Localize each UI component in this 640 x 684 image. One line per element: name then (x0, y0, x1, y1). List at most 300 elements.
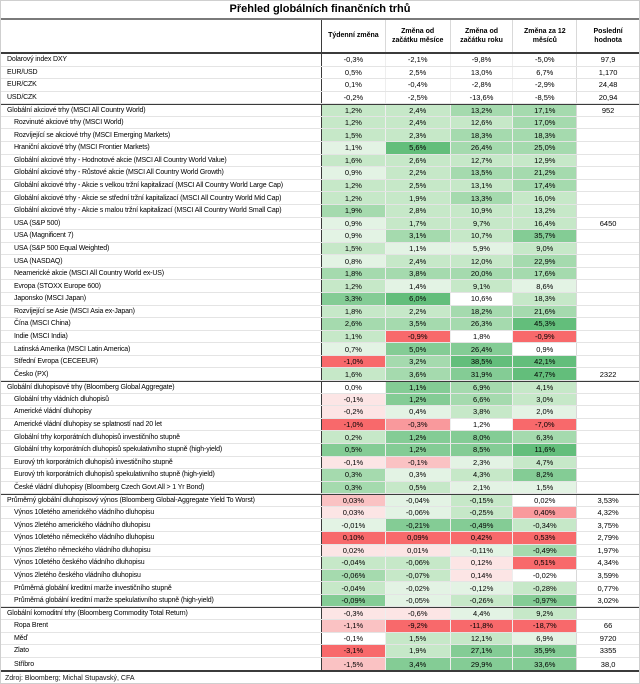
row-label: USA (S&P 500) (1, 218, 322, 230)
table-row (1, 570, 639, 583)
change-cell: 5,9% (450, 243, 513, 255)
row-label: Globální trhy vládních dluhopisů (1, 394, 322, 406)
change-cell: -0,1% (322, 633, 385, 645)
last-value-cell (576, 318, 639, 330)
table-row (1, 54, 639, 67)
change-cell: -0,21% (385, 519, 450, 531)
change-cell: -2,1% (385, 54, 450, 66)
change-cell: -13,6% (450, 92, 513, 104)
row-label: Japonsko (MSCI Japan) (1, 293, 322, 305)
table-row (1, 368, 639, 381)
last-value-cell (576, 280, 639, 292)
table-row (1, 406, 639, 419)
change-cell: 0,7% (322, 343, 385, 355)
row-label: České vládní dluhopisy (Bloomberg Czech Govt All > 1 Yr Bond) (1, 482, 322, 494)
change-cell: 0,09% (385, 532, 450, 544)
row-label: Čína (MSCI China) (1, 318, 322, 330)
row-label: Rozvíjející se akciové trhy (MSCI Emerging Markets) (1, 129, 322, 141)
change-cell: 4,7% (512, 457, 576, 469)
change-cell: -0,1% (385, 457, 450, 469)
change-cell: 1,2% (322, 105, 385, 116)
row-label: USA (Magnificent 7) (1, 230, 322, 242)
row-label: Výnos 2letého německého vládního dluhopisu (1, 545, 322, 557)
change-cell: 1,5% (512, 482, 576, 494)
change-cell: 0,4% (385, 406, 450, 418)
row-label: Výnos 10letého českého vládního dluhopisu (1, 557, 322, 569)
change-cell: 9,7% (450, 218, 513, 230)
change-cell: 8,0% (450, 431, 513, 443)
change-cell: 0,02% (512, 495, 576, 506)
change-cell: -0,28% (512, 582, 576, 594)
table-row (1, 582, 639, 595)
change-cell: 0,01% (385, 545, 450, 557)
last-value-cell: 4,34% (576, 557, 639, 569)
change-cell: 13,0% (450, 67, 513, 79)
change-cell: 2,4% (385, 255, 450, 267)
last-value-cell (576, 406, 639, 418)
change-cell: 9,1% (450, 280, 513, 292)
change-cell: -0,3% (385, 419, 450, 431)
table-row (1, 381, 639, 394)
table-row (1, 167, 639, 180)
table-row (1, 545, 639, 558)
last-value-cell (576, 356, 639, 368)
last-value-cell (576, 394, 639, 406)
change-cell: 1,4% (385, 280, 450, 292)
change-cell: 17,0% (512, 117, 576, 129)
table-row (1, 230, 639, 243)
row-label: Globální akciové trhy - Akcie s malou tržní kapitalizací (MSCI All Country World Small Cap) (1, 205, 322, 217)
table-row (1, 482, 639, 495)
label-column-header (1, 20, 322, 52)
last-value-cell (576, 255, 639, 267)
change-cell: -1,0% (322, 356, 385, 368)
table-row (1, 104, 639, 117)
table-row (1, 557, 639, 570)
table-row (1, 268, 639, 281)
change-cell: -0,4% (385, 79, 450, 91)
last-value-cell: 3,53% (576, 495, 639, 506)
last-value-cell (576, 306, 639, 318)
table-row (1, 243, 639, 256)
change-cell: -0,25% (450, 507, 513, 519)
last-value-cell (576, 419, 639, 431)
last-value-cell: 1,97% (576, 545, 639, 557)
change-cell: 1,1% (385, 382, 450, 393)
change-cell: 1,1% (385, 243, 450, 255)
table-row (1, 394, 639, 407)
row-label: Výnos 10letého amerického vládního dluhopisu (1, 507, 322, 519)
change-cell: 5,0% (385, 343, 450, 355)
change-cell: 8,5% (450, 444, 513, 456)
change-cell: 18,3% (450, 129, 513, 141)
change-cell: 13,3% (450, 192, 513, 204)
change-cell: -0,49% (512, 545, 576, 557)
change-cell: 35,7% (512, 230, 576, 242)
change-cell: 0,10% (322, 532, 385, 544)
change-cell: 0,14% (450, 570, 513, 582)
table-row (1, 92, 639, 105)
column-header: Změna od začátku měsíce (385, 20, 450, 52)
change-cell: 2,5% (385, 180, 450, 192)
change-cell: 0,9% (322, 167, 385, 179)
change-cell: -1,1% (322, 620, 385, 632)
change-cell: 10,9% (450, 205, 513, 217)
table-row (1, 79, 639, 92)
change-cell: 0,0% (322, 382, 385, 393)
change-cell: 0,5% (322, 444, 385, 456)
change-cell: 3,2% (385, 356, 450, 368)
change-cell: 2,4% (385, 105, 450, 116)
table-row (1, 67, 639, 80)
change-cell: -2,5% (385, 92, 450, 104)
table-row (1, 293, 639, 306)
change-cell: 3,4% (385, 658, 450, 671)
change-cell: 3,8% (450, 406, 513, 418)
table-row (1, 595, 639, 608)
change-cell: 3,0% (512, 394, 576, 406)
last-value-cell: 2,79% (576, 532, 639, 544)
change-cell: 1,5% (322, 129, 385, 141)
last-value-cell (576, 167, 639, 179)
change-cell: 12,9% (512, 155, 576, 167)
change-cell: -0,06% (385, 507, 450, 519)
change-cell: 17,6% (512, 268, 576, 280)
last-value-cell: 3355 (576, 645, 639, 657)
change-cell: 6,7% (512, 67, 576, 79)
change-cell: 8,2% (512, 469, 576, 481)
last-value-cell: 3,75% (576, 519, 639, 531)
table-row (1, 117, 639, 130)
change-cell: -0,6% (385, 608, 450, 619)
change-cell: 13,1% (450, 180, 513, 192)
change-cell: 0,12% (450, 557, 513, 569)
change-cell: 1,5% (385, 633, 450, 645)
change-cell: -0,2% (322, 406, 385, 418)
row-label: Globální trhy korporátních dluhopisů investičního stupně (1, 431, 322, 443)
change-cell: 0,03% (322, 495, 385, 506)
change-cell: 4,3% (450, 469, 513, 481)
change-cell: -0,06% (385, 557, 450, 569)
change-cell: 2,5% (385, 67, 450, 79)
change-cell: -0,02% (385, 582, 450, 594)
change-cell: 0,5% (385, 482, 450, 494)
change-cell: 2,0% (512, 406, 576, 418)
table-row (1, 658, 639, 671)
table-row (1, 155, 639, 168)
table-row (1, 607, 639, 620)
change-cell: 11,6% (512, 444, 576, 456)
table-row (1, 620, 639, 633)
change-cell: 42,1% (512, 356, 576, 368)
table-row (1, 419, 639, 432)
change-cell: -2,8% (450, 79, 513, 91)
change-cell: 1,2% (385, 444, 450, 456)
change-cell: 12,7% (450, 155, 513, 167)
row-label: Průměrná globální kreditní marže spekulativního stupně (high-yield) (1, 595, 322, 607)
table-row (1, 218, 639, 231)
change-cell: -0,49% (450, 519, 513, 531)
row-label: Měď (1, 633, 322, 645)
last-value-cell (576, 129, 639, 141)
change-cell: 0,3% (322, 482, 385, 494)
change-cell: -2,9% (512, 79, 576, 91)
change-cell: 13,5% (450, 167, 513, 179)
row-label: Střední Evropa (CECEEUR) (1, 356, 322, 368)
change-cell: 0,1% (322, 79, 385, 91)
table-row (1, 494, 639, 507)
row-label: Průměrná globální kreditní marže investičního stupně (1, 582, 322, 594)
change-cell: -3,1% (322, 645, 385, 657)
table-row (1, 343, 639, 356)
change-cell: -0,09% (322, 595, 385, 607)
change-cell: -0,04% (385, 495, 450, 506)
last-value-cell: 24,48 (576, 79, 639, 91)
table-row (1, 255, 639, 268)
change-cell: 18,3% (512, 129, 576, 141)
change-cell: 0,3% (385, 469, 450, 481)
change-cell: -0,01% (322, 519, 385, 531)
change-cell: 1,8% (322, 268, 385, 280)
change-cell: 1,2% (322, 192, 385, 204)
change-cell: 38,5% (450, 356, 513, 368)
change-cell: 2,2% (385, 306, 450, 318)
change-cell: 6,9% (450, 382, 513, 393)
change-cell: 16,4% (512, 218, 576, 230)
change-cell: 20,0% (450, 268, 513, 280)
change-cell: -0,3% (322, 608, 385, 619)
change-cell: 1,2% (322, 117, 385, 129)
change-cell: 18,2% (450, 306, 513, 318)
last-value-cell: 3,59% (576, 570, 639, 582)
change-cell: -0,97% (512, 595, 576, 607)
change-cell: 45,3% (512, 318, 576, 330)
table-row (1, 331, 639, 344)
change-cell: 5,6% (385, 142, 450, 154)
change-cell: 33,6% (512, 658, 576, 671)
change-cell: 2,1% (450, 482, 513, 494)
last-value-cell (576, 180, 639, 192)
table-row (1, 457, 639, 470)
change-cell: 0,3% (322, 469, 385, 481)
change-cell: -1,5% (322, 658, 385, 671)
row-label: Globální komoditní trhy (Bloomberg Commodity Total Return) (1, 608, 322, 619)
change-cell: 27,1% (450, 645, 513, 657)
row-label: Zlato (1, 645, 322, 657)
last-value-cell (576, 343, 639, 355)
column-header-row (1, 20, 639, 54)
change-cell: -0,12% (450, 582, 513, 594)
row-label: Globální akciové trhy (MSCI All Country World) (1, 105, 322, 116)
change-cell: 3,6% (385, 368, 450, 380)
change-cell: -9,2% (385, 620, 450, 632)
change-cell: -7,0% (512, 419, 576, 431)
change-cell: 0,2% (322, 431, 385, 443)
change-cell: 10,6% (450, 293, 513, 305)
change-cell: -8,5% (512, 92, 576, 104)
table-row (1, 356, 639, 369)
last-value-cell (576, 230, 639, 242)
change-cell: 2,8% (385, 205, 450, 217)
change-cell: -11,8% (450, 620, 513, 632)
change-cell: -18,7% (512, 620, 576, 632)
row-label: Globální akciové trhy - Akcie s velkou tržní kapitalizací (MSCI All Country World Large Cap) (1, 180, 322, 192)
row-label: Globální akciové trhy - Růstové akcie (MSCI All Country World Growth) (1, 167, 322, 179)
change-cell: 1,8% (322, 306, 385, 318)
last-value-cell (576, 608, 639, 619)
row-label: Ropa Brent (1, 620, 322, 632)
change-cell: 1,2% (385, 431, 450, 443)
change-cell: 13,2% (512, 205, 576, 217)
change-cell: 9,2% (512, 608, 576, 619)
change-cell: 3,5% (385, 318, 450, 330)
change-cell: 6,3% (512, 431, 576, 443)
change-cell: 0,02% (322, 545, 385, 557)
row-label: Globální dluhopisové trhy (Bloomberg Global Aggregate) (1, 382, 322, 393)
change-cell: -0,15% (450, 495, 513, 506)
change-cell: 2,4% (385, 117, 450, 129)
change-cell: 9,0% (512, 243, 576, 255)
change-cell: -0,11% (450, 545, 513, 557)
last-value-cell (576, 431, 639, 443)
table-row (1, 519, 639, 532)
last-value-cell (576, 117, 639, 129)
column-header: Změna od začátku roku (450, 20, 513, 52)
row-label: Hraniční akciové trhy (MSCI Frontier Markets) (1, 142, 322, 154)
change-cell: 6,9% (512, 633, 576, 645)
row-label: Globální akciové trhy - Akcie se střední tržní kapitalizací (MSCI All Country World Mid Cap) (1, 192, 322, 204)
change-cell: 2,6% (385, 155, 450, 167)
change-cell: 1,1% (322, 142, 385, 154)
change-cell: 1,2% (322, 180, 385, 192)
change-cell: -1,0% (322, 419, 385, 431)
column-header: Změna za 12 měsíců (512, 20, 576, 52)
change-cell: 1,6% (322, 155, 385, 167)
row-label: Globální trhy korporátních dluhopisů spekulativního stupně (high-yield) (1, 444, 322, 456)
column-header: Týdenní změna (328, 32, 379, 40)
row-label: Rozvíjející se Asie (MSCI Asia ex-Japan) (1, 306, 322, 318)
change-cell: -0,1% (322, 394, 385, 406)
change-cell: 21,6% (512, 306, 576, 318)
last-value-cell: 66 (576, 620, 639, 632)
row-label: Česko (PX) (1, 368, 322, 380)
change-cell: 1,9% (322, 205, 385, 217)
last-value-cell (576, 155, 639, 167)
table-row (1, 180, 639, 193)
change-cell: 1,9% (385, 192, 450, 204)
last-value-cell: 952 (576, 105, 639, 116)
last-value-cell: 0,77% (576, 582, 639, 594)
row-label: EUR/CZK (1, 79, 322, 91)
change-cell: 17,1% (512, 105, 576, 116)
last-value-cell (576, 293, 639, 305)
change-cell: 0,42% (450, 532, 513, 544)
change-cell: -0,2% (322, 92, 385, 104)
change-cell: 0,51% (512, 557, 576, 569)
row-label: Neamerické akcie (MSCI All Country World ex-US) (1, 268, 322, 280)
change-cell: 16,0% (512, 192, 576, 204)
change-cell: 4,1% (512, 382, 576, 393)
change-cell: 26,4% (450, 343, 513, 355)
row-label: EUR/USD (1, 67, 322, 79)
last-value-cell (576, 268, 639, 280)
table-row (1, 469, 639, 482)
change-cell: -9,8% (450, 54, 513, 66)
change-cell: 10,7% (450, 230, 513, 242)
table-row (1, 645, 639, 658)
change-cell: -0,34% (512, 519, 576, 531)
table-row (1, 129, 639, 142)
change-cell: 13,2% (450, 105, 513, 116)
change-cell: 1,1% (322, 331, 385, 343)
change-cell: 22,9% (512, 255, 576, 267)
row-label: Eurový trh korporátních dluhopisů investičního stupně (1, 457, 322, 469)
change-cell: 1,9% (385, 645, 450, 657)
last-value-cell: 4,32% (576, 507, 639, 519)
row-label: USD/CZK (1, 92, 322, 104)
change-cell: -0,04% (322, 557, 385, 569)
last-value-cell: 97,9 (576, 54, 639, 66)
row-label: Dolarový index DXY (1, 54, 322, 66)
table-row (1, 633, 639, 646)
change-cell: 12,1% (450, 633, 513, 645)
change-cell: 26,4% (450, 142, 513, 154)
change-cell: -0,1% (322, 457, 385, 469)
change-cell: 25,0% (512, 142, 576, 154)
last-value-cell: 9720 (576, 633, 639, 645)
change-cell: 26,3% (450, 318, 513, 330)
change-cell: -0,02% (512, 570, 576, 582)
last-value-cell (576, 331, 639, 343)
change-cell: 1,6% (322, 368, 385, 380)
change-cell: 0,8% (322, 255, 385, 267)
table-row (1, 507, 639, 520)
footer-source: Zdroj: Bloomberg; Michal Stupavský, CFA (5, 675, 135, 683)
row-label: Výnos 2letého českého vládního dluhopisu (1, 570, 322, 582)
change-cell: 47,7% (512, 368, 576, 380)
last-value-cell: 6450 (576, 218, 639, 230)
change-cell: 4,4% (450, 608, 513, 619)
page-title: Přehled globálních finančních trhů (1, 1, 639, 20)
last-value-cell: 1,170 (576, 67, 639, 79)
last-value-cell: 20,94 (576, 92, 639, 104)
last-value-cell (576, 469, 639, 481)
last-value-cell (576, 142, 639, 154)
table-row (1, 444, 639, 457)
last-value-cell (576, 457, 639, 469)
change-cell: -0,9% (512, 331, 576, 343)
change-cell: 0,9% (322, 230, 385, 242)
row-label: Americké vládní dluhopisy se splatností nad 20 let (1, 419, 322, 431)
change-cell: 29,9% (450, 658, 513, 671)
table-row (1, 192, 639, 205)
change-cell: -5,0% (512, 54, 576, 66)
change-cell: 0,9% (512, 343, 576, 355)
change-cell: 12,0% (450, 255, 513, 267)
row-label: Globální akciové trhy - Hodnotové akcie (MSCI All Country World Value) (1, 155, 322, 167)
change-cell: 18,3% (512, 293, 576, 305)
last-value-cell: 2322 (576, 368, 639, 380)
row-label: Průměrný globální dluhopisový výnos (Bloomberg Global-Aggregate Yield To Worst) (1, 495, 322, 506)
change-cell: -0,26% (450, 595, 513, 607)
table-row (1, 431, 639, 444)
last-value-cell (576, 205, 639, 217)
change-cell: 0,03% (322, 507, 385, 519)
table-row (1, 205, 639, 218)
change-cell: 12,6% (450, 117, 513, 129)
change-cell: 2,6% (322, 318, 385, 330)
change-cell: 1,2% (385, 394, 450, 406)
